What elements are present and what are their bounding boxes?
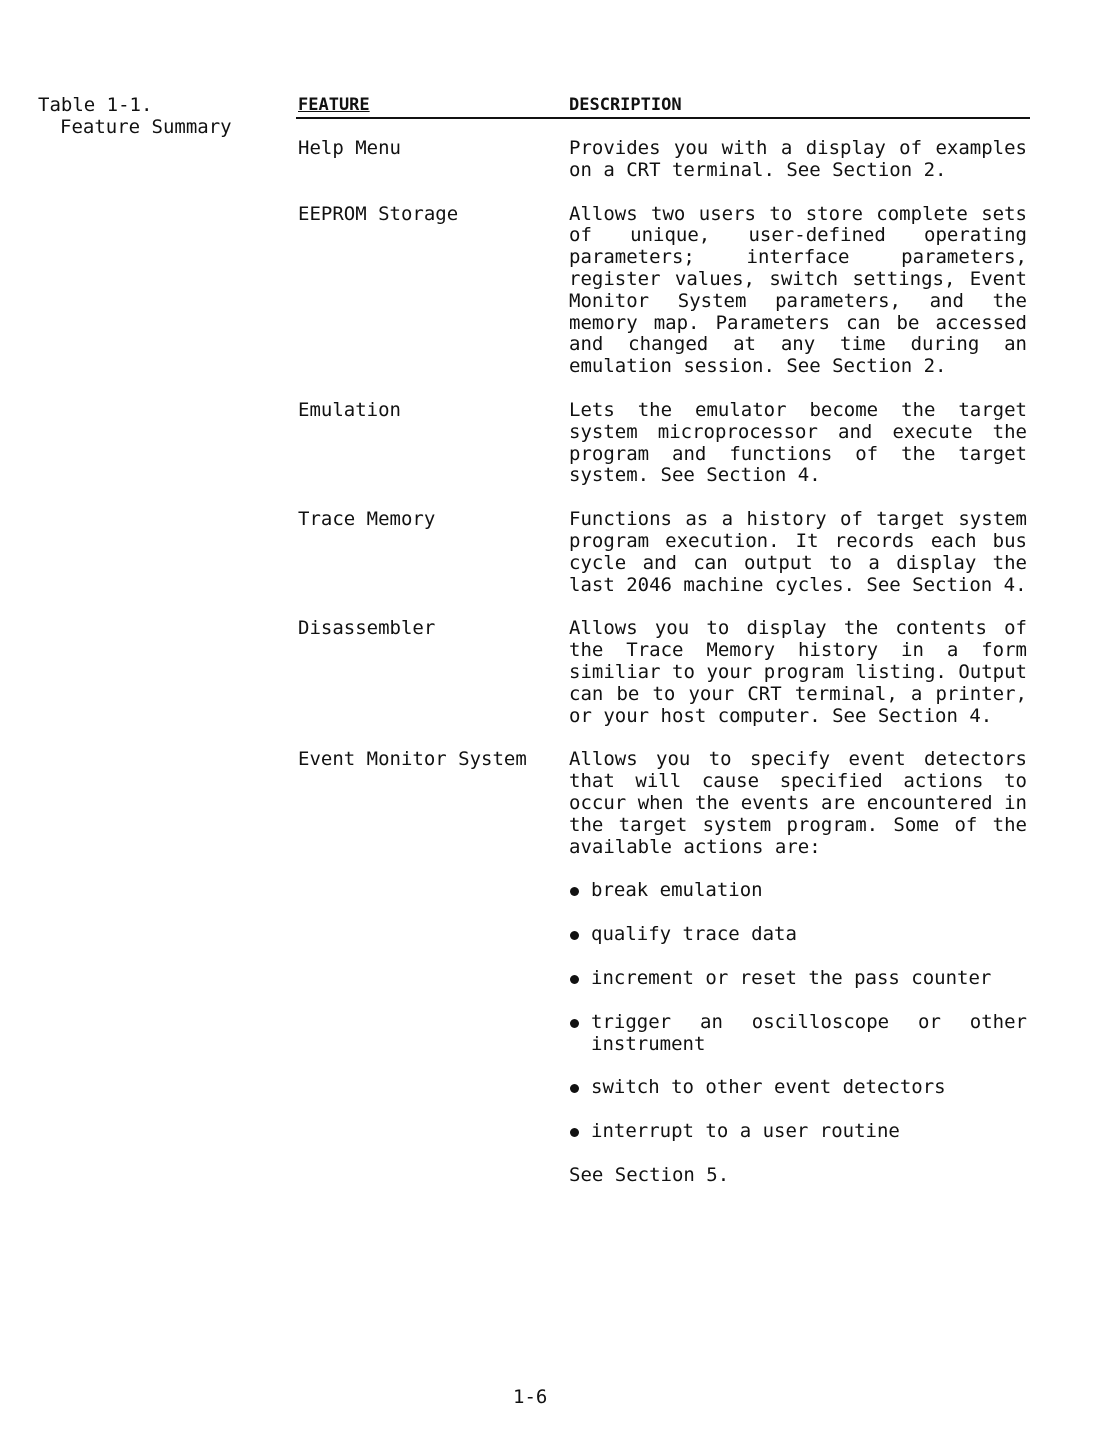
table-row-emulation [0, 400, 1105, 487]
table-row-trace-memory [0, 509, 1105, 596]
list-item-text: interrupt to a user routine [591, 1120, 900, 1143]
actions-list [569, 880, 1027, 1143]
feature-description [569, 204, 1027, 378]
feature-description [569, 509, 1027, 596]
feature-name: Event Monitor System [298, 748, 527, 771]
page-number: 1-6 [513, 1386, 548, 1408]
list-item [569, 880, 1027, 902]
description-text: Allows two users to store complete sets of unique, user-defined operating parameters; interface parameters, register values, switch settings, Event Monitor System parameters, and the memory map. Parameters can be accessed and changed at any time during an emulation session. See Section 2. [569, 202, 1027, 378]
bullet-icon [570, 887, 579, 896]
table-row-help-menu [0, 138, 1105, 182]
bullet-icon [570, 1019, 579, 1028]
feature-name: Help Menu [298, 137, 401, 159]
description-text: Lets the emulator become the target system microprocessor and execute the program and functions of the target system. See Section 4. [569, 398, 1027, 487]
bullet-icon [570, 1084, 579, 1093]
list-item-text: increment or reset the pass counter [591, 966, 992, 989]
feature-name: Disassembler [298, 617, 436, 640]
feature-name: Trace Memory [298, 508, 436, 531]
feature-column-header: FEATURE [298, 95, 370, 115]
bullet-icon [570, 931, 579, 940]
feature-description [569, 400, 1027, 487]
table-number: Table 1-1. [38, 94, 153, 116]
section-reference: See Section 5. [569, 1163, 730, 1186]
feature-name: Emulation [298, 398, 401, 421]
list-item [569, 968, 1027, 990]
description-text: Allows you to specify event detectors that will cause specified actions to occur when the events are encountered in the target system program. Some of the available actions are: [569, 748, 1027, 858]
description-text: Allows you to display the contents of the Trace Memory history in a form similiar to your program listing. Output can be to your CRT terminal, a printer, or your host computer. See Section 4. [569, 617, 1027, 727]
feature-description [569, 618, 1027, 727]
bullet-icon [570, 1128, 579, 1137]
table-row-disassembler [0, 618, 1105, 727]
feature-name: EEPROM Storage [298, 202, 459, 225]
list-item-text: switch to other event detectors [591, 1076, 946, 1099]
table-caption [38, 94, 232, 138]
list-item [569, 1121, 1027, 1143]
list-item-text: break emulation [591, 879, 763, 902]
header-rule [296, 117, 1030, 119]
list-item-text: trigger an oscilloscope or other instrument [591, 1010, 1027, 1055]
list-item [569, 1077, 1027, 1099]
feature-description [569, 138, 1027, 182]
description-column-header: DESCRIPTION [569, 95, 682, 115]
description-text: Provides you with a display of examples on a CRT terminal. See Section 2. [569, 137, 1027, 181]
table-row-eeprom-storage [0, 204, 1105, 378]
table-title: Feature Summary [60, 116, 232, 138]
description-text: Functions as a history of target system program execution. It records each bus cycle and can output to a display the last 2046 machine cycles. See Section 4. [569, 508, 1027, 596]
list-item-text: qualify trace data [591, 923, 797, 946]
feature-table [0, 138, 1105, 1209]
list-item [569, 924, 1027, 946]
list-item [569, 1012, 1027, 1056]
feature-description [569, 749, 1027, 1186]
bullet-icon [570, 975, 579, 984]
table-row-event-monitor-system [0, 749, 1105, 1186]
